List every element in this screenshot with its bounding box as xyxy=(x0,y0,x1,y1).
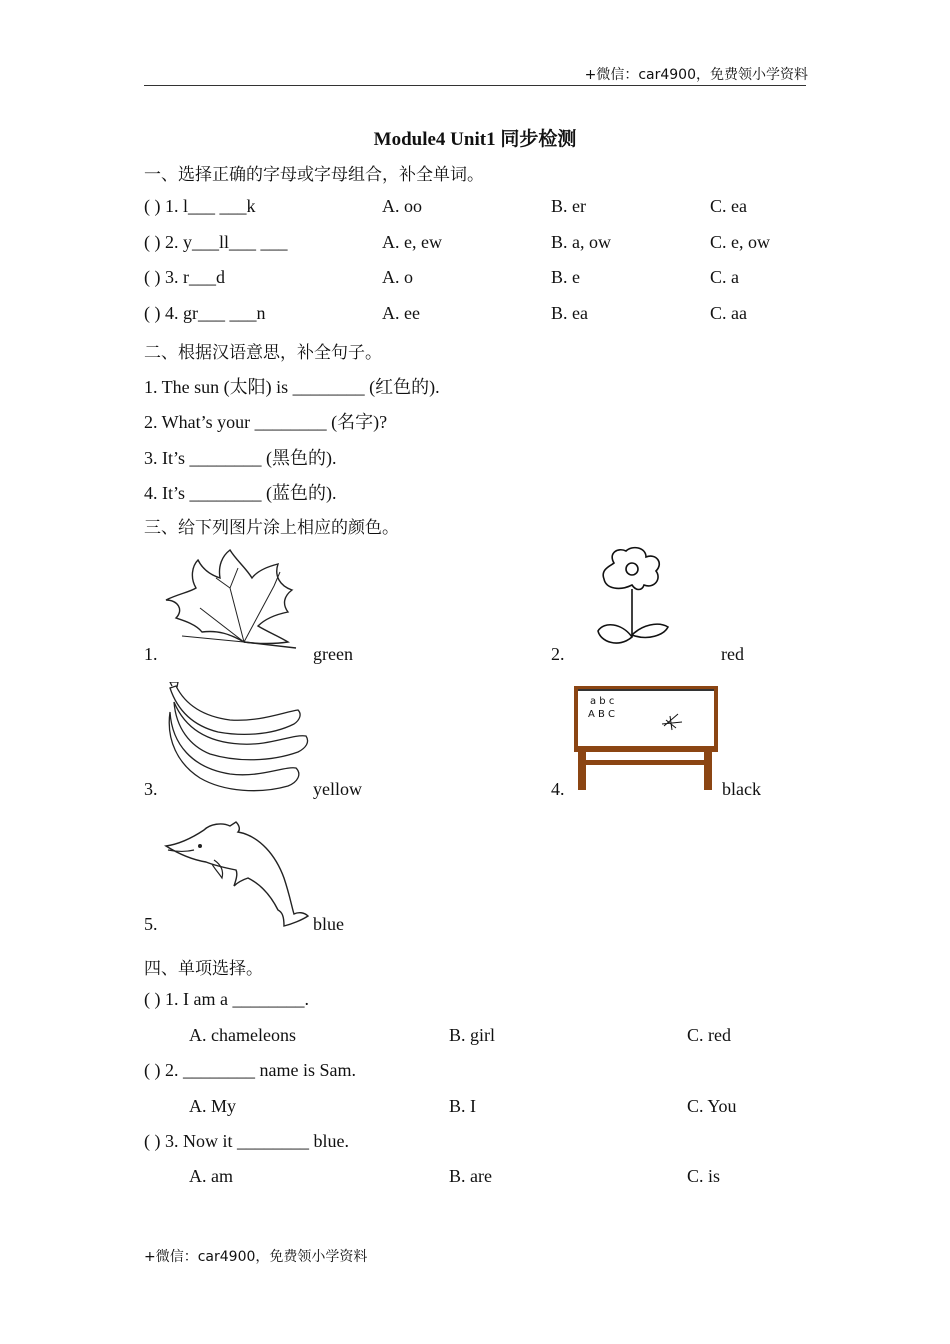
dolphin-picture xyxy=(164,820,312,930)
s1-q3-option-a: A. o xyxy=(382,267,413,287)
s3-item2-number: 2. xyxy=(551,644,565,664)
s4-q3-option-a: A. am xyxy=(189,1166,233,1186)
s4-q3-stem: ( ) 3. Now it ________ blue. xyxy=(144,1131,349,1151)
s1-q3-option-b: B. e xyxy=(551,267,580,287)
s4-q3-option-b: B. are xyxy=(449,1166,492,1186)
s3-item1-color: green xyxy=(313,644,353,664)
s3-item4-number: 4. xyxy=(551,779,565,799)
s1-q4-option-b: B. ea xyxy=(551,303,588,323)
s1-q4-option-a: A. ee xyxy=(382,303,420,323)
s1-q4-option-c: C. aa xyxy=(710,303,747,323)
s3-item4-color: black xyxy=(722,779,761,799)
s4-q3-option-c: C. is xyxy=(687,1166,721,1186)
s1-q4-stem: ( ) 4. gr___ ___n xyxy=(144,303,266,323)
s2-item-2: 2. What’s your ________ (名字)? xyxy=(144,412,388,432)
bananas-picture xyxy=(160,682,312,794)
s2-item-3: 3. It’s ________ (黑色的). xyxy=(144,448,337,468)
s4-q1-stem: ( ) 1. I am a ________. xyxy=(144,989,309,1009)
s1-q2-option-b: B. a, ow xyxy=(551,232,611,252)
s2-item-1: 1. The sun (太阳) is ________ (红色的). xyxy=(144,377,440,397)
section3-heading: 三、给下列图片涂上相应的颜色。 xyxy=(144,518,399,538)
s4-q2-option-b: B. I xyxy=(449,1096,476,1116)
s1-q2-option-a: A. e, ew xyxy=(382,232,442,252)
leaf-picture xyxy=(160,548,305,650)
s3-item2-color: red xyxy=(721,644,744,664)
s3-item5-color: blue xyxy=(313,914,344,934)
s1-q2-stem: ( ) 2. y___ll___ ___ xyxy=(144,232,288,252)
s1-q1-stem: ( ) 1. l___ ___k xyxy=(144,196,256,216)
s2-item-4: 4. It’s ________ (蓝色的). xyxy=(144,483,337,503)
page-title: Module4 Unit1 同步检测 xyxy=(373,129,577,150)
s1-q1-option-c: C. ea xyxy=(710,196,747,216)
s1-q1-option-a: A. oo xyxy=(382,196,422,216)
s3-item1-number: 1. xyxy=(144,644,158,664)
s3-item5-number: 5. xyxy=(144,914,158,934)
s1-q2-option-c: C. e, ow xyxy=(710,232,770,252)
s4-q1-option-b: B. girl xyxy=(449,1025,496,1045)
s3-item3-color: yellow xyxy=(313,779,362,799)
board-text-uppercase: A B C xyxy=(588,709,616,720)
s4-q2-option-a: A. My xyxy=(189,1096,237,1116)
blackboard-picture xyxy=(572,686,720,792)
header-note: +微信：car4900，免费领小学资料 xyxy=(584,67,808,83)
board-text-lowercase: a b c xyxy=(590,696,615,707)
section2-heading: 二、根据汉语意思，补全句子。 xyxy=(144,343,382,363)
s4-q1-option-c: C. red xyxy=(687,1025,731,1045)
header-rule xyxy=(144,85,806,86)
s1-q3-option-c: C. a xyxy=(710,267,739,287)
s4-q2-option-c: C. You xyxy=(687,1096,737,1116)
section4-heading: 四、单项选择。 xyxy=(144,959,263,979)
s4-q2-stem: ( ) 2. ________ name is Sam. xyxy=(144,1060,356,1080)
s3-item3-number: 3. xyxy=(144,779,158,799)
s1-q1-option-b: B. er xyxy=(551,196,586,216)
flower-picture xyxy=(592,545,674,653)
s1-q3-stem: ( ) 3. r___d xyxy=(144,267,225,287)
footer-note: +微信：car4900，免费领小学资料 xyxy=(144,1249,368,1265)
s4-q1-option-a: A. chameleons xyxy=(189,1025,296,1045)
section1-heading: 一、选择正确的字母或字母组合，补全单词。 xyxy=(144,165,484,185)
